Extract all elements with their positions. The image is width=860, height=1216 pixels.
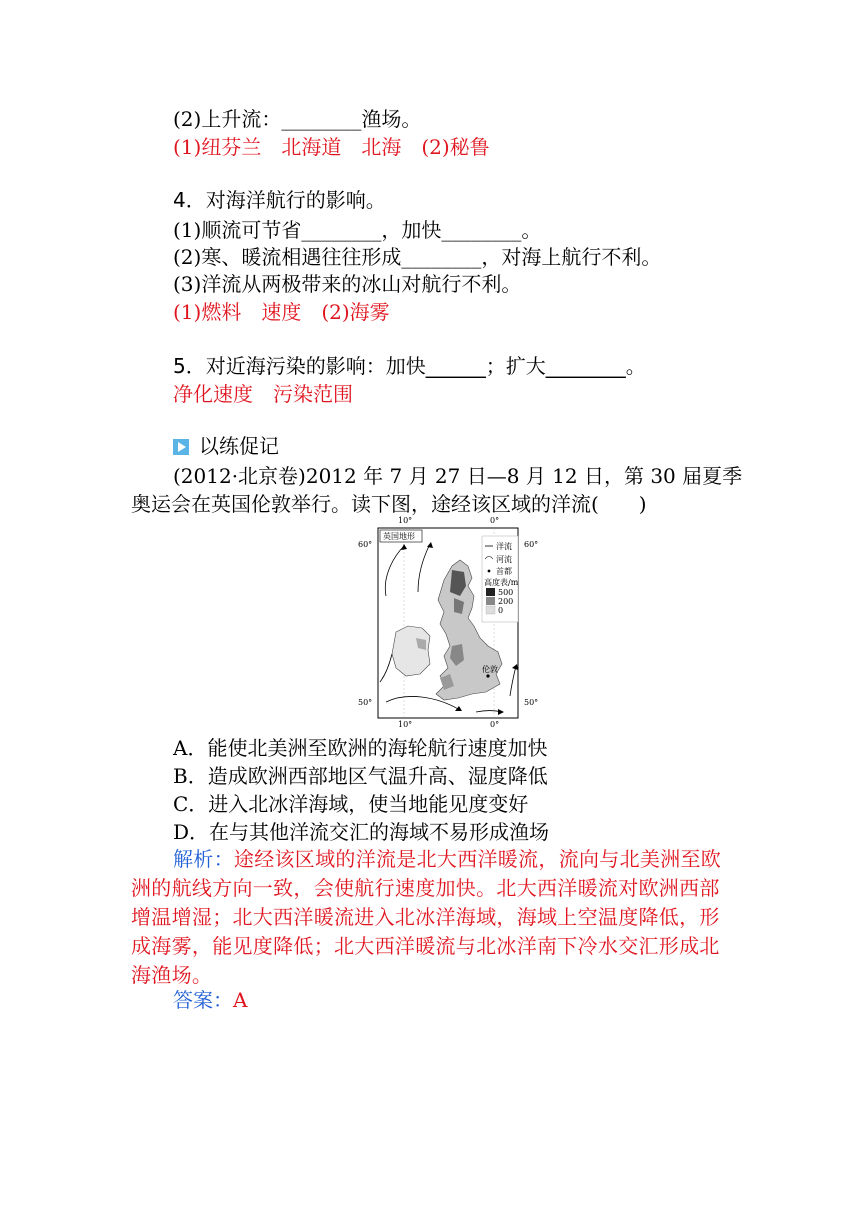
question-4-2: (2)寒、暖流相遇往往形成________，对海上航行不利。 (173, 245, 662, 269)
legend-elevation-500: 500 (498, 588, 514, 597)
question-4-1: (1)顺流可节省________，加快________。 (173, 218, 542, 242)
uk-terrain-map (356, 514, 546, 728)
option-a: A．能使北美洲至欧洲的海轮航行速度加快 (173, 736, 548, 760)
option-c: C．进入北冰洋海域，使当地能见度变好 (173, 792, 529, 816)
london-dot (486, 674, 489, 677)
practice-heading (173, 432, 279, 460)
legend-elevation-200: 200 (498, 597, 514, 606)
analysis-text: 途经该区域的洋流是北大西洋暖流，流向与北美洲至欧洲的航线方向一致，会使航行速度加快。北大西洋暖流对欧洲西部增温增湿；北大西洋暖流进入北冰洋海域，海域上空温度降低，形成海雾，能见度降低；北大西洋暖流与北冰洋南下冷水交汇形成北海渔场。 (131, 847, 722, 987)
lat-label: 50° (524, 698, 539, 707)
section-4-title: 4．对海洋航行的影响。 (173, 188, 386, 212)
question-stem-line1: (2012·北京卷)2012 年 7 月 27 日—8 月 12 日，第 30 届夏季 (173, 464, 743, 488)
ireland (392, 626, 430, 676)
analysis-paragraph (131, 845, 731, 990)
question-4-3: (3)洋流从两极带来的冰山对航行不利。 (173, 272, 522, 296)
lat-label: 60° (358, 540, 373, 549)
city-label: 伦敦 (482, 665, 498, 674)
option-d: D．在与其他洋流交汇的海域不易形成渔场 (173, 820, 550, 844)
lat-label: 50° (358, 698, 373, 707)
practice-heading-text: 以练促记 (199, 434, 279, 458)
question-3-2: (2)上升流：________渔场。 (173, 107, 422, 131)
section-5-title: 5．对近海污染的影响：加快______；扩大________。 (173, 354, 646, 378)
legend-elevation-0: 0 (498, 606, 504, 615)
legend-river: 河流 (496, 555, 512, 564)
lon-label: 0° (490, 516, 500, 525)
play-triangle-icon (173, 439, 189, 455)
lon-label: 10° (398, 720, 413, 728)
legend-elevation-title: 高度表/m (484, 578, 519, 587)
legend-ocean-current: 洋流 (496, 542, 512, 551)
answer-5: 净化速度 污染范围 (173, 382, 353, 406)
answer-label: 答案： (173, 988, 233, 1012)
analysis-label: 解析： (173, 847, 234, 871)
legend-capital: 首都 (496, 567, 512, 576)
answer-4: (1)燃料 速度 (2)海雾 (173, 300, 390, 324)
lon-label: 10° (398, 516, 413, 525)
option-b: B．造成欧洲西部地区气温升高、湿度降低 (173, 764, 548, 788)
answer-value: A (233, 988, 248, 1012)
answer-3: (1)纽芬兰 北海道 北海 (2)秘鲁 (173, 135, 490, 159)
map-title: 英国地形 (383, 532, 415, 541)
question-stem-line2: 奥运会在英国伦敦举行。读下图，途经该区域的洋流( ) (131, 492, 647, 516)
answer-line (173, 986, 247, 1014)
lon-label: 0° (490, 720, 500, 728)
lat-label: 60° (524, 540, 539, 549)
